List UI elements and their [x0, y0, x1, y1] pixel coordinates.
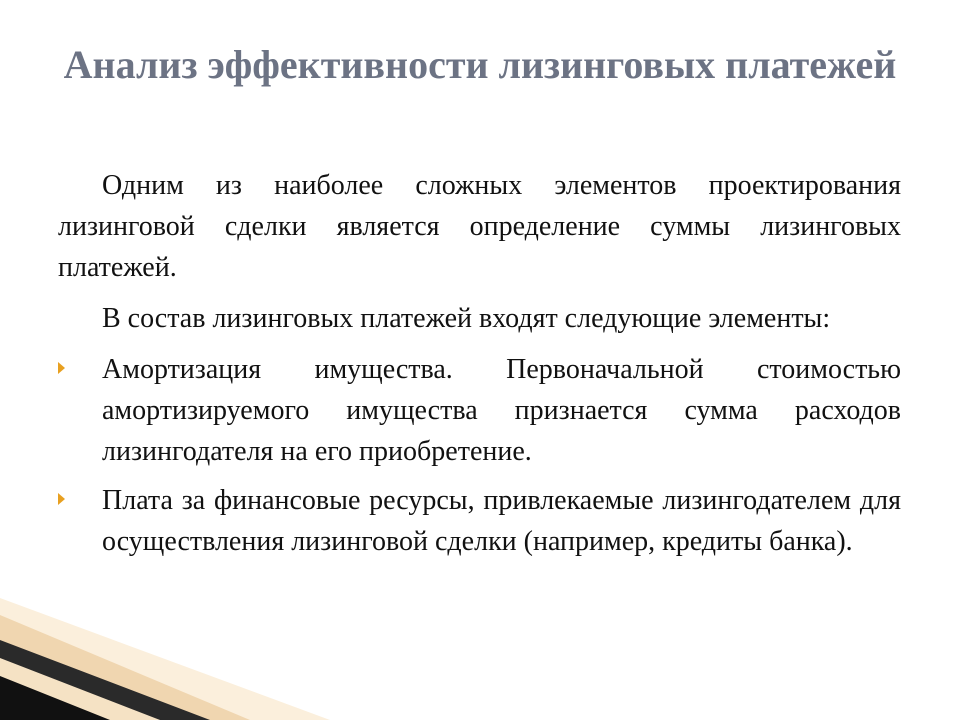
bullet-text-amortization: Амортизация имущества. Первоначальной стоимостью амортизируемого имущества признается сумма расходов лизингодателя на его приобретение.	[102, 354, 901, 467]
bullet-text-financial-resources: Плата за финансовые ресурсы, привлекаемые лизингодателем для осуществления лизинговой сделки (например, кредиты банка).	[102, 485, 901, 557]
bullet-item-financial-resources	[58, 480, 901, 562]
paragraph-composition: В состав лизинговых платежей входят следующие элементы:	[102, 303, 831, 334]
bullet-item-amortization	[58, 349, 901, 472]
paragraph-intro: Одним из наиболее сложных элементов проектирования лизинговой сделки является определение суммы лизинговых платежей.	[58, 170, 901, 283]
slide-body	[58, 165, 901, 570]
triangle-right-icon	[58, 493, 65, 505]
triangle-right-icon	[58, 362, 65, 374]
slide-title: Анализ эффективности лизинговых платежей	[63, 42, 897, 87]
